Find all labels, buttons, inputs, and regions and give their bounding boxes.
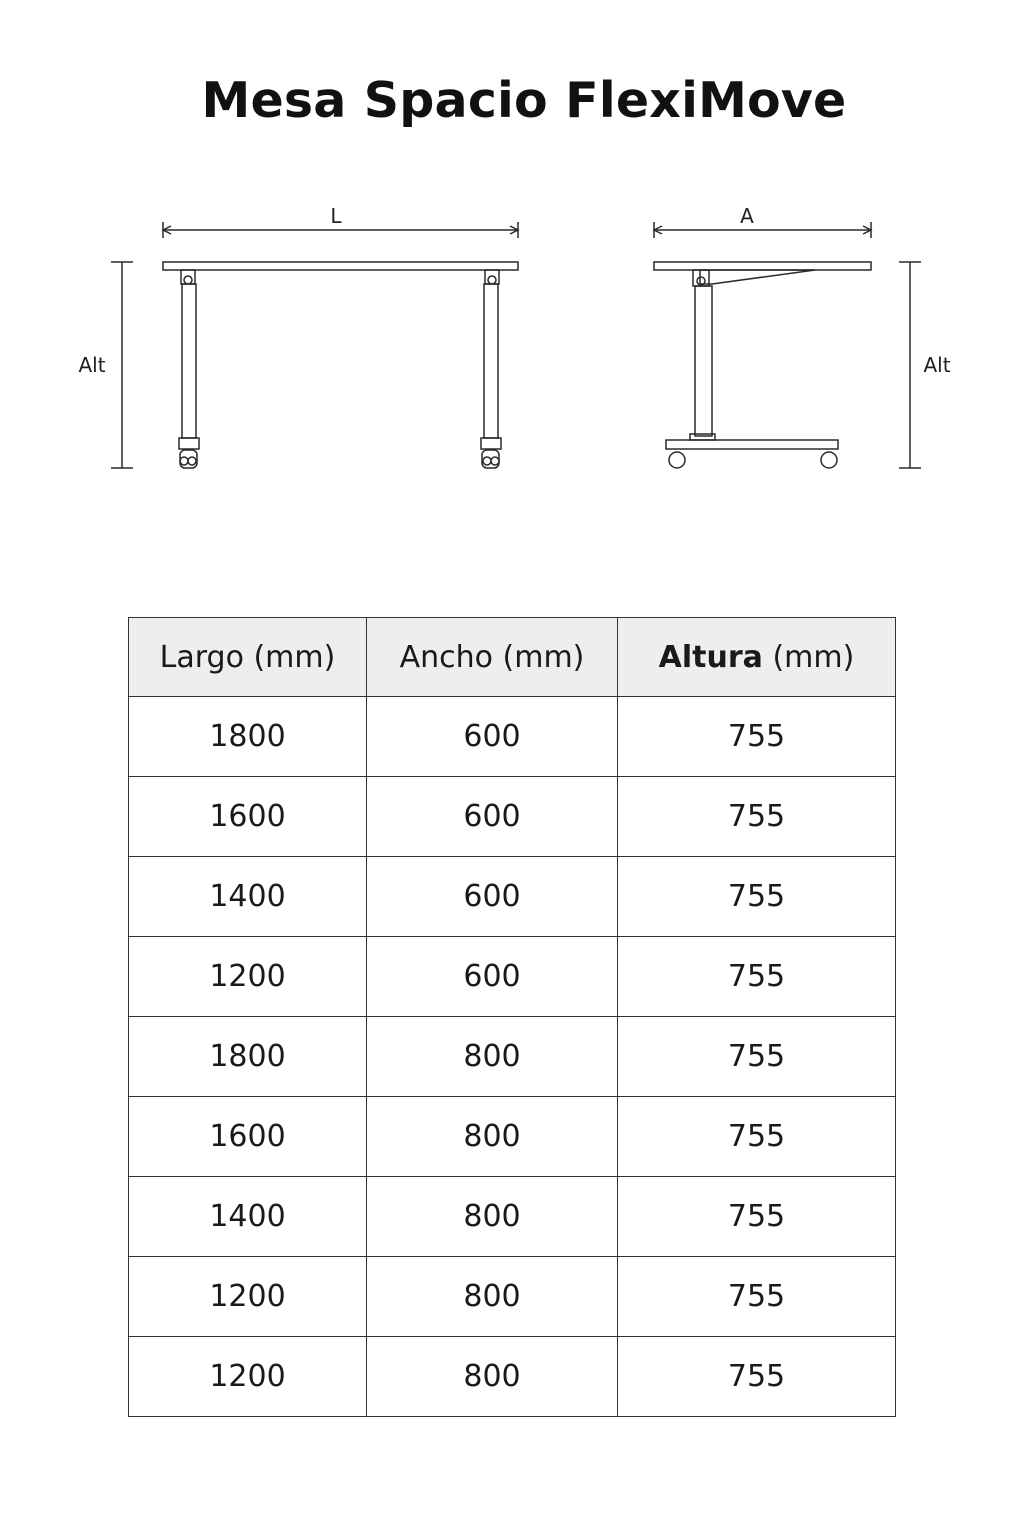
header-largo: Largo (mm) [129,618,367,697]
table-row [129,1337,896,1417]
side-column [690,270,715,440]
front-view-drawing [78,204,518,468]
cell-altura: 755 [618,697,896,777]
table-row [129,777,896,857]
cell-altura: 755 [618,1337,896,1417]
front-height-label: Alt [78,353,106,377]
page-title: Mesa Spacio FlexiMove [201,72,847,129]
cell-ancho: 600 [367,937,618,1017]
cell-ancho: 600 [367,857,618,937]
table-row [129,1257,896,1337]
cell-largo: 1600 [129,777,367,857]
front-height-dimension [111,262,133,468]
front-width-label: L [330,204,342,228]
front-left-leg [179,270,199,468]
side-height-dimension [899,262,921,468]
table-row [129,1177,896,1257]
cell-largo: 1200 [129,937,367,1017]
cell-largo: 1800 [129,1017,367,1097]
dimensions-table [128,617,896,1417]
cell-ancho: 800 [367,1257,618,1337]
table-header-row [129,618,896,697]
header-ancho: Ancho (mm) [367,618,618,697]
cell-ancho: 600 [367,777,618,857]
side-width-label: A [740,204,754,228]
cell-altura: 755 [618,777,896,857]
table-row [129,857,896,937]
cell-ancho: 800 [367,1177,618,1257]
cell-altura: 755 [618,1017,896,1097]
cell-ancho: 800 [367,1017,618,1097]
side-tilt-bracket [700,270,815,284]
side-height-label: Alt [923,353,951,377]
cell-largo: 1200 [129,1337,367,1417]
table-drawings [0,190,1024,490]
header-altura: Altura (mm) [618,618,896,697]
table-row [129,1097,896,1177]
cell-ancho: 600 [367,697,618,777]
cell-ancho: 800 [367,1097,618,1177]
cell-altura: 755 [618,1177,896,1257]
table-row [129,1017,896,1097]
cell-largo: 1600 [129,1097,367,1177]
cell-largo: 1800 [129,697,367,777]
cell-largo: 1400 [129,1177,367,1257]
side-tabletop [654,262,871,270]
table-row [129,937,896,1017]
side-width-dimension [654,222,871,238]
front-tabletop [163,262,518,270]
cell-largo: 1200 [129,1257,367,1337]
table-row [129,697,896,777]
cell-altura: 755 [618,857,896,937]
cell-altura: 755 [618,1257,896,1337]
cell-altura: 755 [618,1097,896,1177]
side-base [666,440,838,468]
side-view-drawing [654,204,951,468]
cell-altura: 755 [618,937,896,1017]
front-right-leg [481,270,501,468]
cell-largo: 1400 [129,857,367,937]
cell-ancho: 800 [367,1337,618,1417]
